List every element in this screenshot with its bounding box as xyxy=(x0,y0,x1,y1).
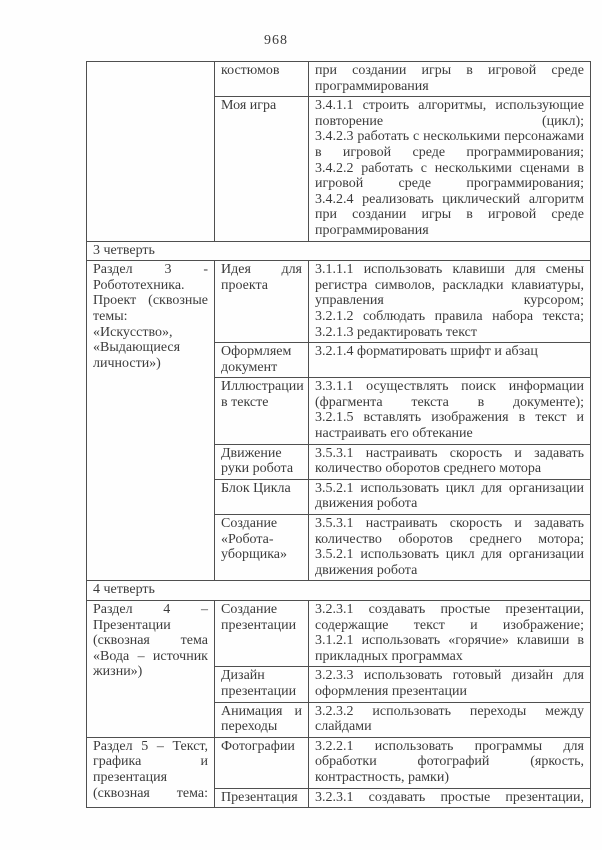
curriculum-table xyxy=(86,61,591,808)
objective-text: 3.2.1.2 соблюдать правила набора текста; xyxy=(315,308,584,324)
table-row xyxy=(87,737,591,788)
topic-cell: Моя игра xyxy=(215,97,309,241)
objectives-cell xyxy=(309,378,591,444)
section-cell: Раздел 5 – Текст, графика и презентация (сквозная тема: xyxy=(87,737,215,807)
objective-text: 3.2.2.1 использовать программы для обработки фотографий (яркость, контрастность, рамки) xyxy=(315,738,584,785)
objectives-cell xyxy=(309,97,591,241)
objective-text: 3.4.1.1 строить алгоритмы, использующие повторение (цикл); xyxy=(315,98,584,129)
objectives-cell xyxy=(309,479,591,514)
objective-text: 3.2.1.5 вставлять изображения в текст и настраивать его обтекание xyxy=(315,410,584,442)
objectives-cell xyxy=(309,702,591,737)
page-number: 968 xyxy=(264,33,288,48)
topic-cell: Презентация xyxy=(215,788,309,808)
section-cell: Раздел 4 – Презентации (сквозная тема «Вода – источник жизни») xyxy=(87,601,215,738)
topic-cell: Фотографии xyxy=(215,737,309,788)
objective-text: 3.2.3.2 использовать переходы между слайдами xyxy=(315,703,584,735)
topic-cell: Блок Цикла xyxy=(215,479,309,514)
objective-text: 3.2.1.4 форматировать шрифт и абзац xyxy=(315,344,538,360)
quarter-divider-label: 3 четверть xyxy=(87,241,591,261)
objective-text: 3.2.3.1 создавать простые презентации, содержащие текст и изображение; xyxy=(315,602,584,633)
topic-cell: Движение руки робота xyxy=(215,444,309,479)
quarter-divider-label: 4 четверть xyxy=(87,581,591,601)
section-cell xyxy=(87,62,215,242)
topic-cell: Идея для проекта xyxy=(215,261,309,343)
topic-cell: Создание презентации xyxy=(215,601,309,667)
objective-text: 3.4.2.4 реализовать циклический алгоритм при создании игры в игровой среде программирования xyxy=(315,191,584,238)
objective-text: 3.3.1.1 осуществлять поиск информации (фрагмента текста в документе); xyxy=(315,379,584,410)
objectives-cell xyxy=(309,667,591,702)
quarter-divider-row xyxy=(87,581,591,601)
objective-text: 3.2.3.3 использовать готовый дизайн для оформления презентации xyxy=(315,668,584,699)
topic-cell: Дизайн презентации xyxy=(215,667,309,702)
objectives-cell xyxy=(309,261,591,343)
objective-text: 3.5.2.1 использовать цикл для организации движения робота xyxy=(315,480,584,512)
objectives-cell xyxy=(309,601,591,667)
objective-text: 3.1.1.1 использовать клавиши для смены регистра символов, раскладки клавиатуры, управления курсором; xyxy=(315,262,584,309)
table-row xyxy=(87,601,591,667)
topic-cell: Оформляем документ xyxy=(215,343,309,378)
objective-text: 3.5.3.1 настраивать скорость и задавать количество оборотов среднего мотора xyxy=(315,445,584,477)
topic-cell: Анимация и переходы xyxy=(215,702,309,737)
objectives-cell xyxy=(309,788,591,808)
objective-text: 3.5.2.1 использовать цикл для организации движения робота xyxy=(315,547,584,578)
quarter-divider-row xyxy=(87,241,591,261)
objectives-cell xyxy=(309,444,591,479)
table-row xyxy=(87,261,591,343)
objective-text: 3.4.2.2 работать с несколькими сценами в игровой среде программирования; xyxy=(315,160,584,192)
table-row xyxy=(87,62,591,97)
topic-cell: Иллюстрации в тексте xyxy=(215,378,309,444)
objective-text: 3.5.3.1 настраивать скорость и задавать количество оборотов среднего мотора; xyxy=(315,516,584,547)
objectives-cell xyxy=(309,62,591,97)
section-cell: Раздел 3 - Робототехника. Проект (сквозные темы: «Искусство», «Выдающиеся личности») xyxy=(87,261,215,581)
objective-text: 3.1.2.1 использовать «горячие» клавиши в прикладных программах xyxy=(315,633,584,664)
objective-text: 3.4.2.3 работать с несколькими персонажами в игровой среде программирования; xyxy=(315,129,584,160)
objective-text: 3.2.3.1 создавать простые презентации, xyxy=(315,789,584,805)
objectives-cell xyxy=(309,737,591,788)
objective-text: при создании игры в игровой среде программирования xyxy=(315,63,584,94)
objective-text: 3.2.1.3 редактировать текст xyxy=(315,324,477,340)
topic-cell: Создание «Робота-уборщика» xyxy=(215,515,309,581)
topic-cell: костюмов xyxy=(215,62,309,97)
objectives-cell xyxy=(309,515,591,581)
objectives-cell xyxy=(309,343,591,378)
